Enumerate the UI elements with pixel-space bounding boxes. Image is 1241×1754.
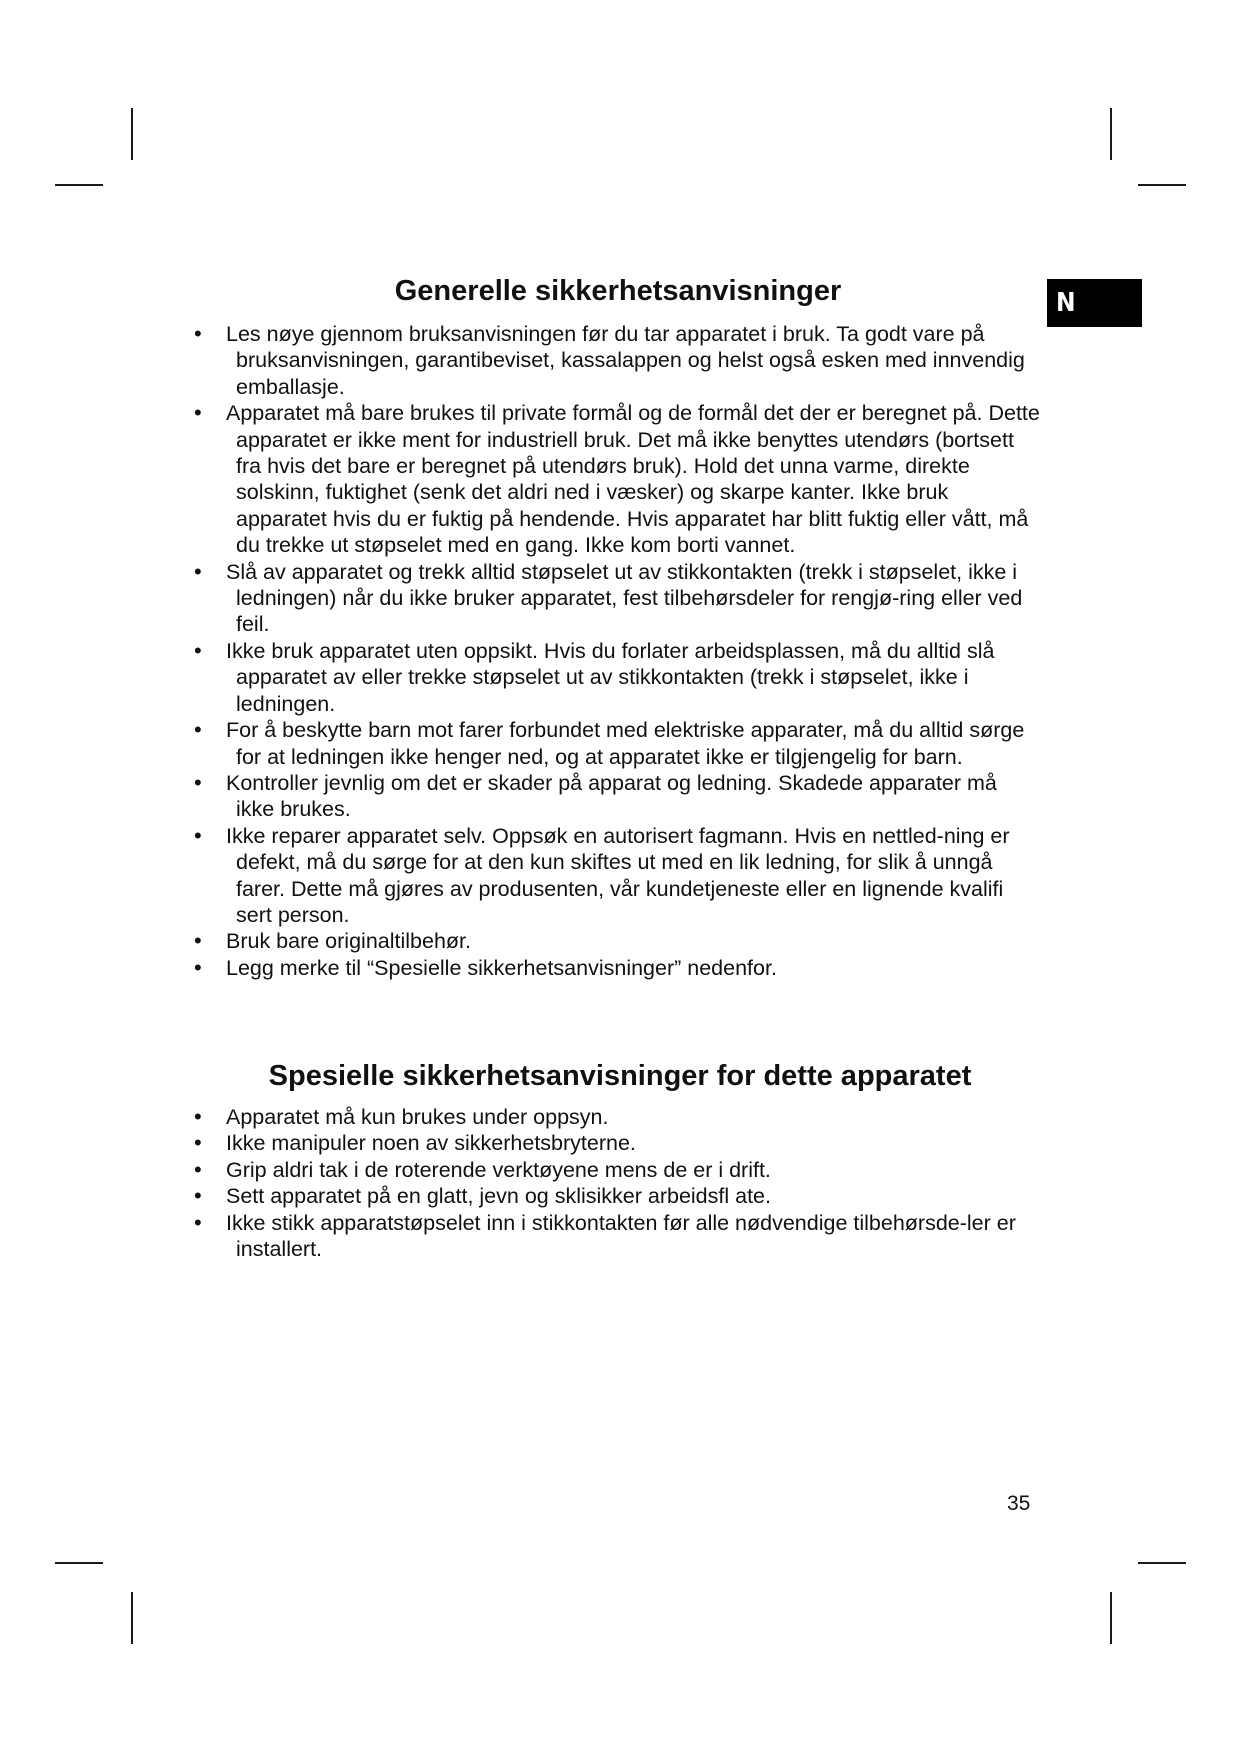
special-safety-heading: Spesielle sikkerhetsanvisninger for dette apparatet: [268, 1060, 972, 1092]
crop-mark-top-right-vertical: [1110, 108, 1112, 160]
list-item: • Ikke manipuler noen av sikkerhetsbryterne.: [190, 1130, 1040, 1156]
list-item: • Ikke stikk apparatstøpselet inn i stikkontakten før alle nødvendige tilbehørsde-ler er installert.: [190, 1210, 1040, 1263]
list-item: • For å beskytte barn mot farer forbundet med elektriske apparater, må du alltid sørge for at ledningen ikke henger ned, og at apparatet ikke er tilgjengelig for barn.: [190, 717, 1040, 770]
crop-mark-bottom-left-horizontal: [55, 1562, 103, 1564]
list-item: • Slå av apparatet og trekk alltid støpselet ut av stikkontakten (trekk i støpselet, ikke i ledningen) når du ikke bruker apparatet, fest tilbehørsdeler for rengjø-ring eller ved feil.: [190, 559, 1040, 638]
page-number: 35: [1007, 1492, 1031, 1515]
list-item: • Ikke reparer apparatet selv. Oppsøk en autorisert fagmann. Hvis en nettled-ning er defekt, må du sørge for at den kun skiftes ut med en lik ledning, for slik å unngå farer. Dette må gjøres av produsenten, vår kundetjeneste eller en lignende kvalifi sert person.: [190, 823, 1040, 929]
list-item: • Sett apparatet på en glatt, jevn og sklisikker arbeidsfl ate.: [190, 1183, 1040, 1209]
list-item: • Kontroller jevnlig om det er skader på apparat og ledning. Skadede apparater må ikke brukes.: [190, 770, 1040, 823]
list-item: • Apparatet må kun brukes under oppsyn.: [190, 1104, 1040, 1130]
crop-mark-top-left-vertical: [131, 108, 133, 160]
list-item: • Grip aldri tak i de roterende verktøyene mens de er i drift.: [190, 1157, 1040, 1183]
crop-mark-bottom-left-vertical: [131, 1592, 133, 1644]
list-item: • Legg merke til “Spesielle sikkerhetsanvisninger” nedenfor.: [190, 955, 1040, 981]
list-item: • Apparatet må bare brukes til private formål og de formål det der er beregnet på. Dette apparatet er ikke ment for industriell bruk. Det må ikke benyttes utendørs (bortsett fra hvis det bare er beregnet på utendørs bruk). Hold det unna varme, direkte solskinn, fuktighet (senk det aldri ned i væsker) og skarpe kanter. Ikke bruk apparatet hvis du er fuktig på hendende. Hvis apparatet har blitt fuktig eller vått, må du trekke ut støpselet med en gang. Ikke kom borti vannet.: [190, 400, 1040, 558]
list-item: • Bruk bare originaltilbehør.: [190, 928, 1040, 954]
crop-mark-bottom-right-horizontal: [1138, 1562, 1186, 1564]
list-item: • Ikke bruk apparatet uten oppsikt. Hvis du forlater arbeidsplassen, må du alltid slå apparatet av eller trekke støpselet ut av stikkontakten (trekk i støpselet, ikke i ledningen.: [190, 638, 1040, 717]
list-item: • Les nøye gjennom bruksanvisningen før du tar apparatet i bruk. Ta godt vare på bruksanvisningen, garantibeviset, kassalappen og helst også esken med innvendig emballasje.: [190, 321, 1040, 400]
special-safety-list: [190, 1104, 1040, 1262]
crop-mark-top-right-horizontal: [1138, 184, 1186, 186]
general-safety-list: [190, 321, 1040, 981]
language-tab: N: [1047, 279, 1142, 327]
general-safety-heading: Generelle sikkerhetsanvisninger: [394, 275, 842, 307]
crop-mark-top-left-horizontal: [55, 184, 103, 186]
crop-mark-bottom-right-vertical: [1110, 1592, 1112, 1644]
